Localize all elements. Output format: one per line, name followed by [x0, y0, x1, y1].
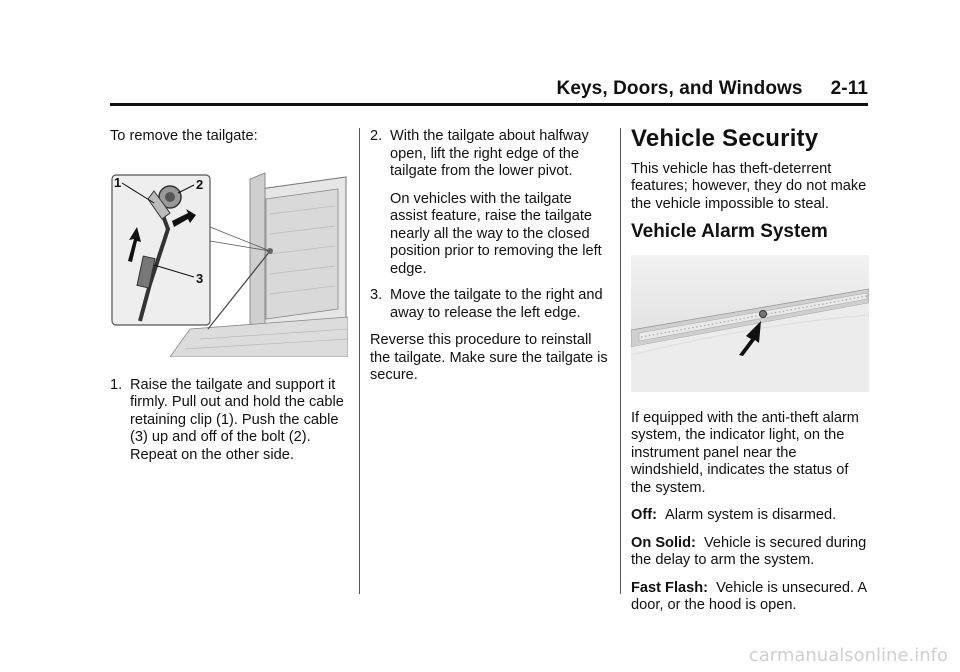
state-on-solid-label: On Solid:: [631, 534, 696, 551]
step-3: [370, 287, 610, 322]
step-2-text: With the tailgate about halfway open, lift the right edge of the tailgate from the lower pivot.: [390, 128, 589, 179]
tailgate-cable-illustration: [110, 169, 348, 357]
watermark: carmanualsonline.info: [748, 645, 948, 666]
alarm-system-heading: Vehicle Alarm System: [631, 221, 828, 242]
step-1: [110, 377, 348, 465]
alarm-text: If equipped with the anti-theft alarm system, the indicator light, on the instrument panel near the windshield, indicates the status of the system.: [631, 409, 859, 496]
step-2-number: 2.: [370, 128, 383, 144]
state-off: [631, 507, 871, 525]
step-2-note: On vehicles with the tailgate assist feature, raise the tailgate nearly all the way to the closed position prior to removing the left edge.: [390, 190, 602, 277]
column-1: [110, 128, 348, 474]
column-3: [631, 125, 871, 625]
column-divider-2: [620, 128, 621, 594]
state-fast-flash-desc: Vehicle is unsecured. A door, or the hood is open.: [631, 579, 867, 613]
step-1-number: 1.: [110, 376, 123, 393]
page-header: [110, 78, 868, 100]
column-2: [370, 128, 610, 395]
security-text: This vehicle has theft-deterrent features; however, they do not make the vehicle impossible to steal.: [631, 160, 867, 212]
instrument-panel-illustration: [631, 255, 869, 392]
figure-label-2: 2: [196, 176, 204, 192]
state-on-solid-desc: Vehicle is secured during the delay to arm the system.: [631, 534, 867, 568]
header-rule: [110, 103, 868, 106]
column-divider-1: [359, 128, 360, 594]
tailgate-cable-figure: [110, 169, 348, 357]
reverse-text: Reverse this procedure to reinstall the tailgate. Make sure the tailgate is secure.: [370, 332, 608, 383]
step-2: [370, 128, 610, 181]
state-off-label: Off:: [631, 507, 657, 523]
state-on-solid: [631, 535, 871, 570]
figure-label-3: 3: [196, 270, 204, 286]
section-title: Keys, Doors, and Windows: [556, 78, 803, 99]
step-3-text: Move the tailgate to the right and away to release the left edge.: [390, 287, 603, 321]
step-3-number: 3.: [370, 287, 383, 303]
page-number: 2-11: [830, 78, 868, 99]
figure-label-1: 1: [114, 174, 122, 190]
state-off-desc: Alarm system is disarmed.: [665, 507, 837, 523]
state-fast-flash: [631, 580, 871, 615]
indicator-light-figure: [631, 255, 869, 392]
vehicle-security-heading: Vehicle Security: [631, 125, 819, 152]
intro-text: To remove the tailgate:: [110, 128, 258, 144]
step-1-text: Raise the tailgate and support it firmly. Pull out and hold the cable retaining clip (1). Push the cable (3) up and off of the bolt (2). Repeat on the other side.: [130, 376, 344, 463]
state-fast-flash-label: Fast Flash:: [631, 579, 709, 596]
